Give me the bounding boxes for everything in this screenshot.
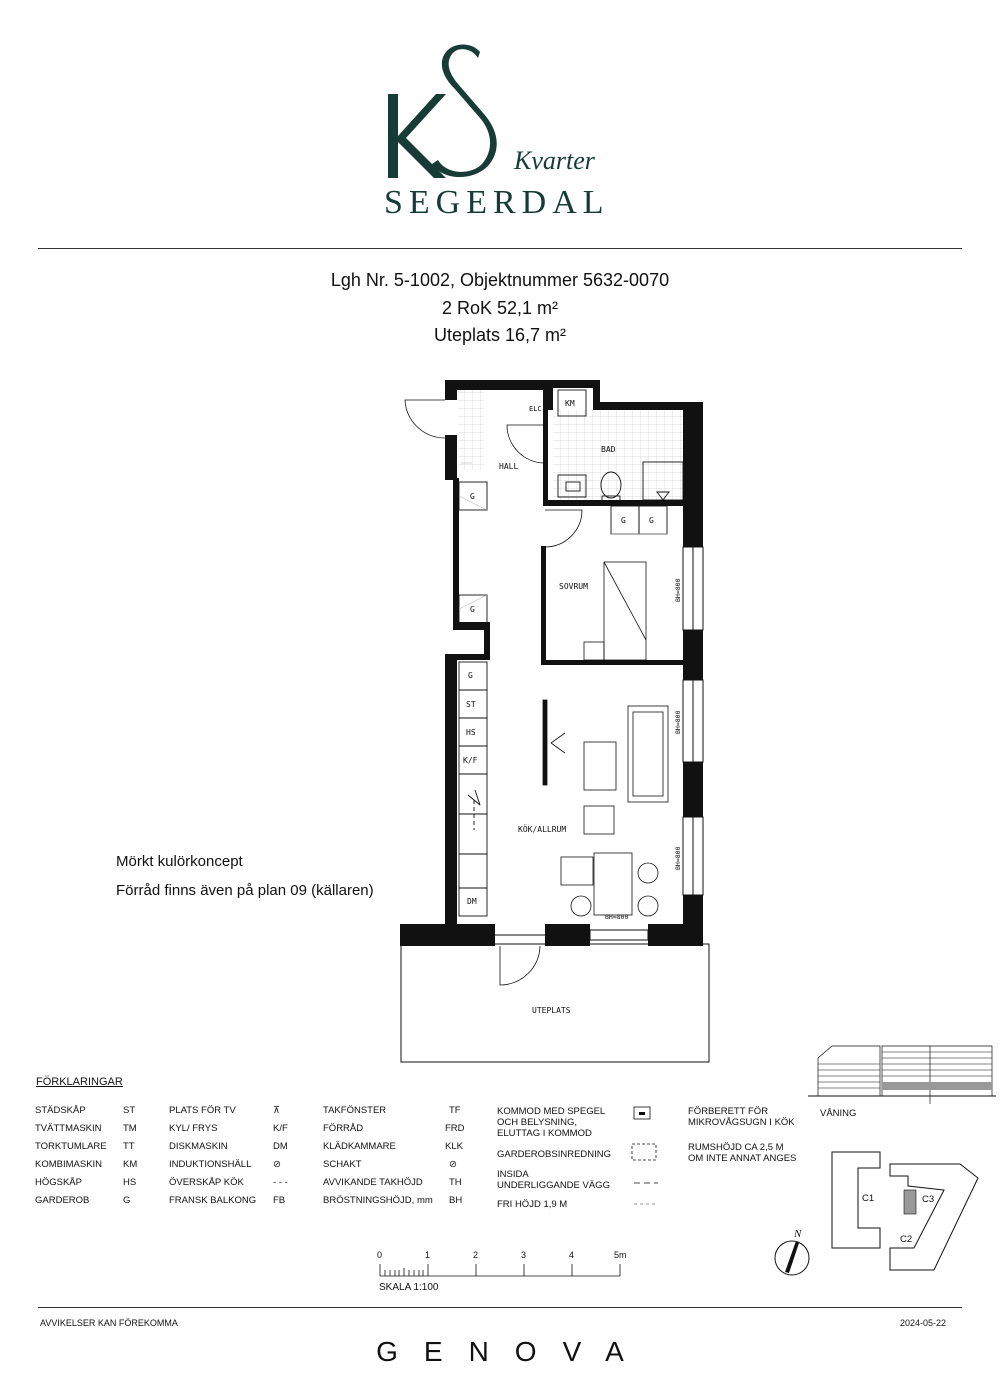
scale-tick-3: 3 (521, 1250, 527, 1260)
header-divider (38, 248, 962, 249)
label-bh-kitchen: BH=800 (674, 846, 682, 870)
north-label: N (794, 1228, 802, 1240)
footer-divider (38, 1307, 962, 1308)
induction-icon: ⊘ (273, 1159, 281, 1170)
tv-icon: ⊼ (273, 1105, 280, 1116)
patio-size: Uteplats 16,7 m² (433, 325, 567, 345)
legend-title: FÖRKLARINGAR (36, 1076, 123, 1088)
label-g-hall-2: G (470, 605, 475, 614)
label-km: KM (565, 399, 575, 408)
logo-kvarter: Kvarter (514, 146, 595, 175)
label-hs: HS (466, 728, 476, 737)
label-g-kitchen: G (468, 671, 473, 680)
apartment-number: Lgh Nr. 5-1002, Objektnummer 5632-0070 (330, 270, 670, 290)
vaning-label: VÅNING (820, 1108, 857, 1119)
scale-tick-2: 2 (473, 1250, 479, 1260)
upper-cabinet-icon: - - - (273, 1177, 288, 1188)
plan-date: 2024-05-22 (900, 1318, 947, 1328)
legend-col1: STÄDSKÅP ST TVÄTTMASKIN TM TORKTUMLARE TT KOMBIMASKIN KM HÖGSKÅP HS GARDEROB G (35, 1105, 138, 1206)
label-kf: K/F (463, 756, 478, 765)
label-g-bed-2: G (649, 516, 654, 525)
ks-monogram-logo (384, 38, 504, 178)
room-label-bad: BAD (601, 445, 616, 454)
legend-col5: FÖRBERETT FÖR MIKROVÅGSUGN I KÖK RUMSHÖJD CA 2,5 M OM INTE ANNAT ANGES (688, 1106, 797, 1164)
legend-col2: PLATS FÖR TV ⊼ KYL/ FRYS K/F DISKMASKIN DM INDUKTIONSHÄLL ⊘ ÖVERSKÅP KÖK - - - FRANSK BALKONG FB (169, 1102, 309, 1210)
apartment-size: 2 RoK 52,1 m² (441, 298, 559, 318)
genova-logo: GENOVA (376, 1336, 650, 1367)
floor-plan (390, 370, 720, 1070)
label-g-bed-1: G (621, 516, 626, 525)
north-arrow-icon (768, 1226, 816, 1278)
site-label-c2: C2 (900, 1234, 913, 1245)
color-concept-note: Mörkt kulörkoncept (116, 853, 243, 870)
scale-label: SKALA 1:100 (379, 1282, 439, 1293)
scale-tick-1: 1 (425, 1250, 431, 1260)
scale-tick-4: 4 (569, 1250, 575, 1260)
room-label-uteplats: UTEPLATS (532, 1006, 571, 1015)
room-label-sovrum: SOVRUM (559, 582, 588, 591)
site-label-c1: C1 (862, 1193, 875, 1204)
scale-bar (372, 1246, 634, 1280)
legend-col4: KOMMOD MED SPEGEL OCH BELYSNING, ELUTTAG I KOMMOD GARDEROBSINREDNING INSIDA UNDERLIGGANDE VÄGG FRI HÖJD 1,9 M (497, 1106, 612, 1210)
label-bh-window: BH=800 (605, 913, 629, 921)
label-bh-bedroom: BH=800 (674, 578, 682, 602)
label-st: ST (466, 700, 476, 709)
site-label-c3: C3 (922, 1194, 935, 1205)
label-bh-living: BH=800 (674, 710, 682, 734)
label-g-hall: G (470, 492, 475, 501)
room-label-hall: HALL (499, 462, 519, 471)
disclaimer: AVVIKELSER KAN FÖREKOMMA (40, 1318, 178, 1328)
scale-tick-5: 5m (614, 1250, 627, 1260)
storage-note: Förråd finns även på plan 09 (källaren) (116, 882, 374, 899)
label-dm: DM (467, 897, 477, 906)
legend-col3: TAKFÖNSTER TF FÖRRÅD FRD KLÄDKAMMARE KLK SCHAKT ⊘ AVVIKANDE TAKHÖJD TH BRÖSTNINGSHÖJD, mm BH (323, 1105, 465, 1206)
legend-col4-symbols (630, 1104, 662, 1212)
label-elc: ELC (529, 405, 542, 413)
shaft-icon: ⊘ (449, 1159, 457, 1170)
room-label-kok: KÖK/ALLRUM (518, 825, 567, 834)
site-key-plan (826, 1148, 982, 1276)
scale-tick-0: 0 (377, 1250, 383, 1260)
logo-segerdal: SEGERDAL (384, 184, 610, 221)
